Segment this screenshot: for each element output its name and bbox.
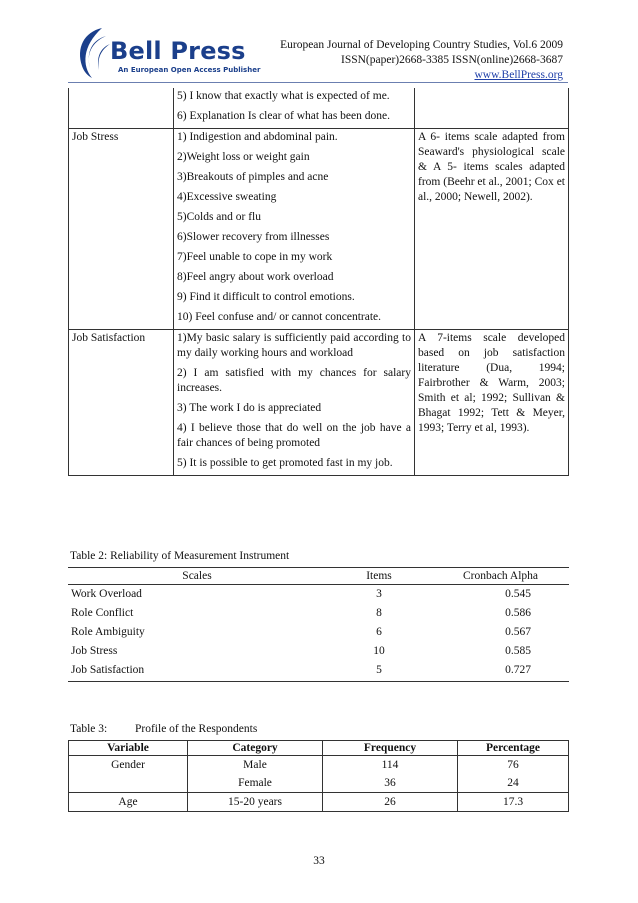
column-header: Items bbox=[326, 568, 432, 585]
table-cell bbox=[415, 88, 569, 129]
table2-caption: Table 2: Reliability of Measurement Instrument bbox=[70, 550, 290, 562]
table-cell bbox=[69, 88, 174, 129]
item-text: 5)Colds and or flu bbox=[177, 211, 262, 223]
alpha-value: 0.727 bbox=[432, 661, 569, 682]
variable-name: Job Stress bbox=[69, 129, 174, 330]
column-header: Percentage bbox=[458, 741, 569, 756]
items-count: 8 bbox=[376, 607, 382, 619]
table-row bbox=[69, 88, 569, 129]
column-header: Scales bbox=[68, 568, 326, 585]
table-row bbox=[68, 642, 569, 661]
item-text: 5) I know that exactly what is expected of me. bbox=[177, 90, 390, 102]
scale-name: Job Satisfaction bbox=[68, 661, 326, 682]
item-text: 3) The work I do is appreciated bbox=[177, 402, 322, 414]
table-row bbox=[69, 774, 569, 793]
frequency-cell: 26 bbox=[323, 793, 458, 812]
variable-cell bbox=[69, 774, 188, 793]
percentage-cell: 76 bbox=[458, 756, 569, 775]
item-text: 4)Excessive sweating bbox=[177, 191, 277, 203]
table-row bbox=[68, 585, 569, 605]
table-row-job-satisfaction bbox=[69, 330, 569, 476]
table-cell bbox=[174, 88, 415, 129]
item-text: 2)Weight loss or weight gain bbox=[177, 151, 310, 163]
item-text: 5) It is possible to get promoted fast in my job. bbox=[177, 457, 393, 469]
respondents-profile-table bbox=[68, 740, 569, 812]
alpha-value: 0.567 bbox=[505, 626, 531, 638]
header-divider bbox=[68, 82, 568, 83]
table-row bbox=[69, 793, 569, 812]
table-row bbox=[68, 604, 569, 623]
journal-issn: ISSN(paper)2668-3385 ISSN(online)2668-3687 bbox=[341, 54, 563, 66]
table-row-job-stress bbox=[69, 129, 569, 330]
items-cell bbox=[174, 330, 415, 476]
column-header: Variable bbox=[69, 741, 188, 756]
category-cell: 15-20 years bbox=[188, 793, 323, 812]
item-text: 4) I believe those that do well on the job have a fair chances of being promoted bbox=[177, 422, 411, 449]
variable-cell: Age bbox=[69, 793, 188, 812]
source-cell: A 6- items scale adapted from Seaward's physiological scale & A 5- items scales adapted from (Beehr et al., 2001; Cox et al., 2000; Newell, 2002). bbox=[415, 129, 569, 330]
table-header-row bbox=[69, 741, 569, 756]
items-count: 10 bbox=[373, 645, 385, 657]
page-number: 33 bbox=[313, 855, 325, 867]
alpha-value: 0.585 bbox=[505, 645, 531, 657]
measurement-items-table bbox=[68, 88, 569, 476]
frequency-cell: 114 bbox=[323, 756, 458, 775]
table3-caption bbox=[70, 723, 257, 735]
frequency-cell: 36 bbox=[323, 774, 458, 793]
table3-caption-label: Table 3: bbox=[70, 723, 108, 735]
column-header: Frequency bbox=[323, 741, 458, 756]
percentage-cell: 24 bbox=[458, 774, 569, 793]
item-text: 6) Explanation Is clear of what has been done. bbox=[177, 110, 390, 122]
category-cell: Female bbox=[188, 774, 323, 793]
item-text: 3)Breakouts of pimples and acne bbox=[177, 171, 329, 183]
item-text: 6)Slower recovery from illnesses bbox=[177, 231, 330, 243]
table-row bbox=[69, 756, 569, 775]
item-text: 2) I am satisfied with my chances for salary increases. bbox=[177, 367, 411, 394]
item-text: 1)My basic salary is sufficiently paid according to my daily working hours and workload bbox=[177, 332, 411, 359]
scale-name: Role Conflict bbox=[71, 607, 134, 619]
item-text: 10) Feel confuse and/ or cannot concentrate. bbox=[177, 311, 382, 323]
scale-name: Role Ambiguity bbox=[71, 626, 145, 638]
logo-tagline: An European Open Access Publisher bbox=[118, 66, 261, 74]
item-text: 1) Indigestion and abdominal pain. bbox=[177, 131, 338, 143]
table3-caption-text: Profile of the Respondents bbox=[135, 723, 258, 735]
item-text: 9) Find it difficult to control emotions. bbox=[177, 291, 355, 303]
source-cell: A 7-items scale developed based on job satisfaction literature (Dua, 1994; Fairbrother & Warm, 2003; Smith et al; 1992; Sullivan & Bhagat 1992; Tett & Meyer, 1993; Terry et al, 1993). bbox=[415, 330, 569, 476]
variable-cell: Gender bbox=[69, 756, 188, 775]
percentage-cell: 17.3 bbox=[458, 793, 569, 812]
publisher-logo bbox=[72, 22, 261, 80]
column-header: Category bbox=[188, 741, 323, 756]
table-header-row bbox=[68, 568, 569, 585]
item-text: 8)Feel angry about work overload bbox=[177, 271, 334, 283]
category-cell: Male bbox=[188, 756, 323, 775]
scale-name: Work Overload bbox=[71, 588, 142, 600]
reliability-table bbox=[68, 567, 569, 682]
journal-title: European Journal of Developing Country Studies, Vol.6 2009 bbox=[280, 39, 563, 51]
bell-swoosh-icon bbox=[72, 22, 112, 80]
variable-name: Job Satisfaction bbox=[69, 330, 174, 476]
table-row bbox=[68, 661, 569, 682]
items-cell bbox=[174, 129, 415, 330]
alpha-value: 0.586 bbox=[505, 607, 531, 619]
logo-name: Bell Press bbox=[110, 37, 246, 65]
journal-url-link[interactable]: www.BellPress.org bbox=[474, 69, 563, 81]
alpha-value: 0.545 bbox=[505, 588, 531, 600]
table-row bbox=[68, 623, 569, 642]
column-header: Cronbach Alpha bbox=[432, 568, 569, 585]
items-count: 6 bbox=[376, 626, 382, 638]
item-text: 7)Feel unable to cope in my work bbox=[177, 251, 333, 263]
journal-info bbox=[280, 38, 563, 83]
items-count: 5 bbox=[326, 661, 432, 682]
scale-name: Job Stress bbox=[71, 645, 118, 657]
items-count: 3 bbox=[376, 588, 382, 600]
